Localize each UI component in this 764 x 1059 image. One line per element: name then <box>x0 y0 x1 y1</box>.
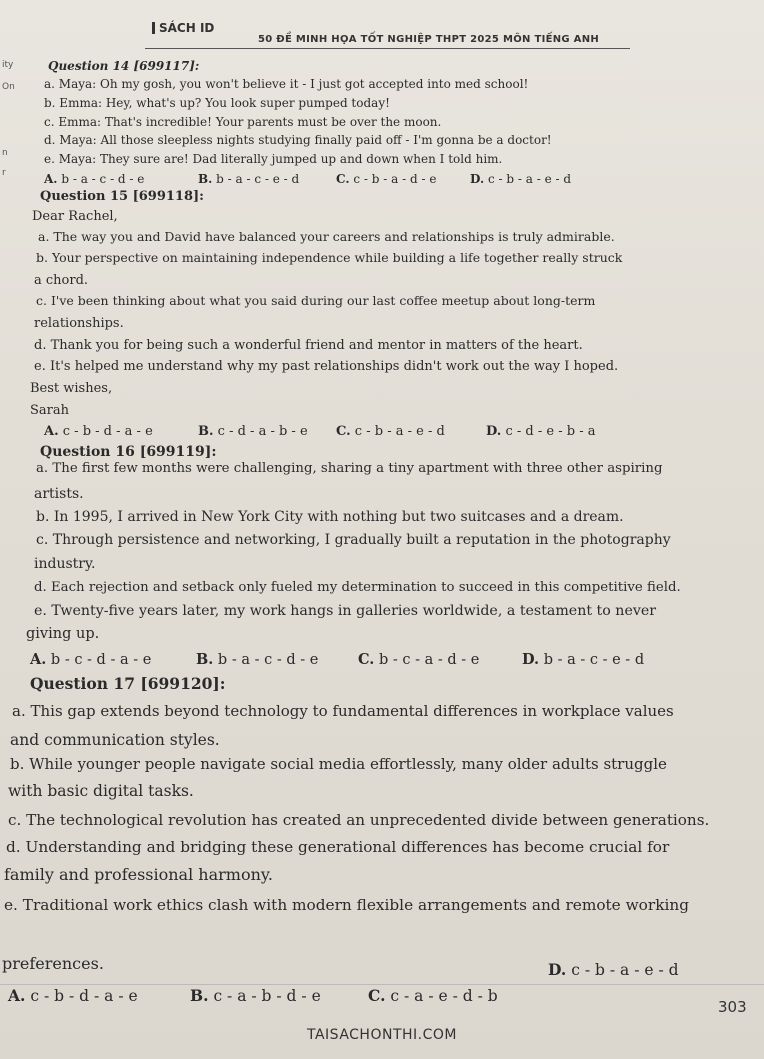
question-line: a. This gap extends beyond technology to fundamental differences in workplace values <box>12 702 674 720</box>
question-title: Question 15 [699118]: <box>40 189 204 204</box>
header-rule <box>145 48 630 49</box>
question-line: c. I've been thinking about what you said during our last coffee meetup about long-term <box>36 293 596 308</box>
question-line: a. The first few months were challenging, sharing a tiny apartment with three other aspiring <box>36 461 663 476</box>
option-c: C. b - c - a - d - e <box>358 651 480 668</box>
question-line: Dear Rachel, <box>32 209 118 224</box>
question-line: family and professional harmony. <box>4 865 273 884</box>
margin-fragment: r <box>2 168 6 178</box>
question-line: b. In 1995, I arrived in New York City with nothing but two suitcases and a dream. <box>36 509 624 525</box>
question-line: Sarah <box>30 403 69 418</box>
question-line: b. Emma: Hey, what's up? You look super pumped today! <box>44 96 390 110</box>
question-line: d. Maya: All those sleepless nights studying finally paid off - I'm gonna be a doctor! <box>44 133 552 147</box>
option-a: A. c - b - d - a - e <box>44 424 153 439</box>
question-line: e. Twenty-five years later, my work hangs in galleries worldwide, a testament to never <box>34 603 657 619</box>
question-line: e. Traditional work ethics clash with modern flexible arrangements and remote working <box>4 896 690 914</box>
margin-fragment: ity <box>2 60 14 70</box>
question-line: b. While younger people navigate social media effortlessly, many older adults struggle <box>10 755 667 773</box>
question-line: e. It's helped me understand why my past relationships didn't work out the way I hoped. <box>34 359 619 374</box>
question-line: a chord. <box>34 273 89 288</box>
option-a: A. c - b - d - a - e <box>8 986 138 1005</box>
option-c: C. c - a - e - d - b <box>368 986 498 1005</box>
option-b: B. b - a - c - e - d <box>198 172 300 186</box>
option-a: A. b - c - d - a - e <box>30 651 152 668</box>
option-a: A. b - a - c - d - e <box>44 172 145 186</box>
option-c: C. c - b - a - e - d <box>336 424 445 439</box>
question-line: d. Thank you for being such a wonderful friend and mentor in matters of the heart. <box>34 338 583 353</box>
book-title: 50 ĐỀ MINH HỌA TỐT NGHIỆP THPT 2025 MÔN TIẾNG ANH <box>258 34 600 45</box>
question-line: c. Through persistence and networking, I gradually built a reputation in the photography <box>36 532 671 548</box>
page-number: 303 <box>718 998 747 1016</box>
option-b: B. b - a - c - d - e <box>196 651 319 668</box>
question-line: a. Maya: Oh my gosh, you won't believe it - I just got accepted into med school! <box>44 77 529 91</box>
margin-fragment: On <box>2 82 15 92</box>
question-line: industry. <box>34 556 96 572</box>
question-line: a. The way you and David have balanced your careers and relationships is truly admirable. <box>38 229 615 244</box>
question-line: d. Each rejection and setback only fueled my determination to succeed in this competitive field. <box>34 580 681 595</box>
option-b: B. c - a - b - d - e <box>190 986 321 1005</box>
option-d: D. c - b - a - e - d <box>548 960 679 979</box>
question-line: c. The technological revolution has created an unprecedented divide between generations. <box>8 811 710 829</box>
question-line: preferences. <box>2 954 104 973</box>
publisher-logo: SÁCH ID <box>152 22 214 34</box>
question-line: with basic digital tasks. <box>8 782 194 800</box>
question-line: Best wishes, <box>30 381 113 396</box>
option-d: D. c - d - e - b - a <box>486 424 596 439</box>
question-line: c. Emma: That's incredible! Your parents must be over the moon. <box>44 115 442 129</box>
option-b: B. c - d - a - b - e <box>198 424 308 439</box>
footer-rule <box>0 984 764 985</box>
question-title: Question 16 [699119]: <box>40 444 217 460</box>
question-line: e. Maya: They sure are! Dad literally jumped up and down when I told him. <box>44 152 503 166</box>
question-title: Question 17 [699120]: <box>30 674 226 693</box>
option-c: C. c - b - a - d - e <box>336 172 437 186</box>
question-title: Question 14 [699117]: <box>48 59 200 73</box>
option-d: D. c - b - a - e - d <box>470 172 572 186</box>
question-line: d. Understanding and bridging these generational differences has become crucial for <box>6 838 670 856</box>
question-line: b. Your perspective on maintaining independence while building a life together really struck <box>36 250 623 265</box>
margin-fragment: n <box>2 148 8 158</box>
option-d: D. b - a - c - e - d <box>522 651 645 668</box>
footer-site: TAISACHONTHI.COM <box>307 1027 457 1043</box>
question-line: relationships. <box>34 316 124 331</box>
question-line: and communication styles. <box>10 731 220 749</box>
question-line: artists. <box>34 486 84 502</box>
question-line: giving up. <box>26 626 100 642</box>
